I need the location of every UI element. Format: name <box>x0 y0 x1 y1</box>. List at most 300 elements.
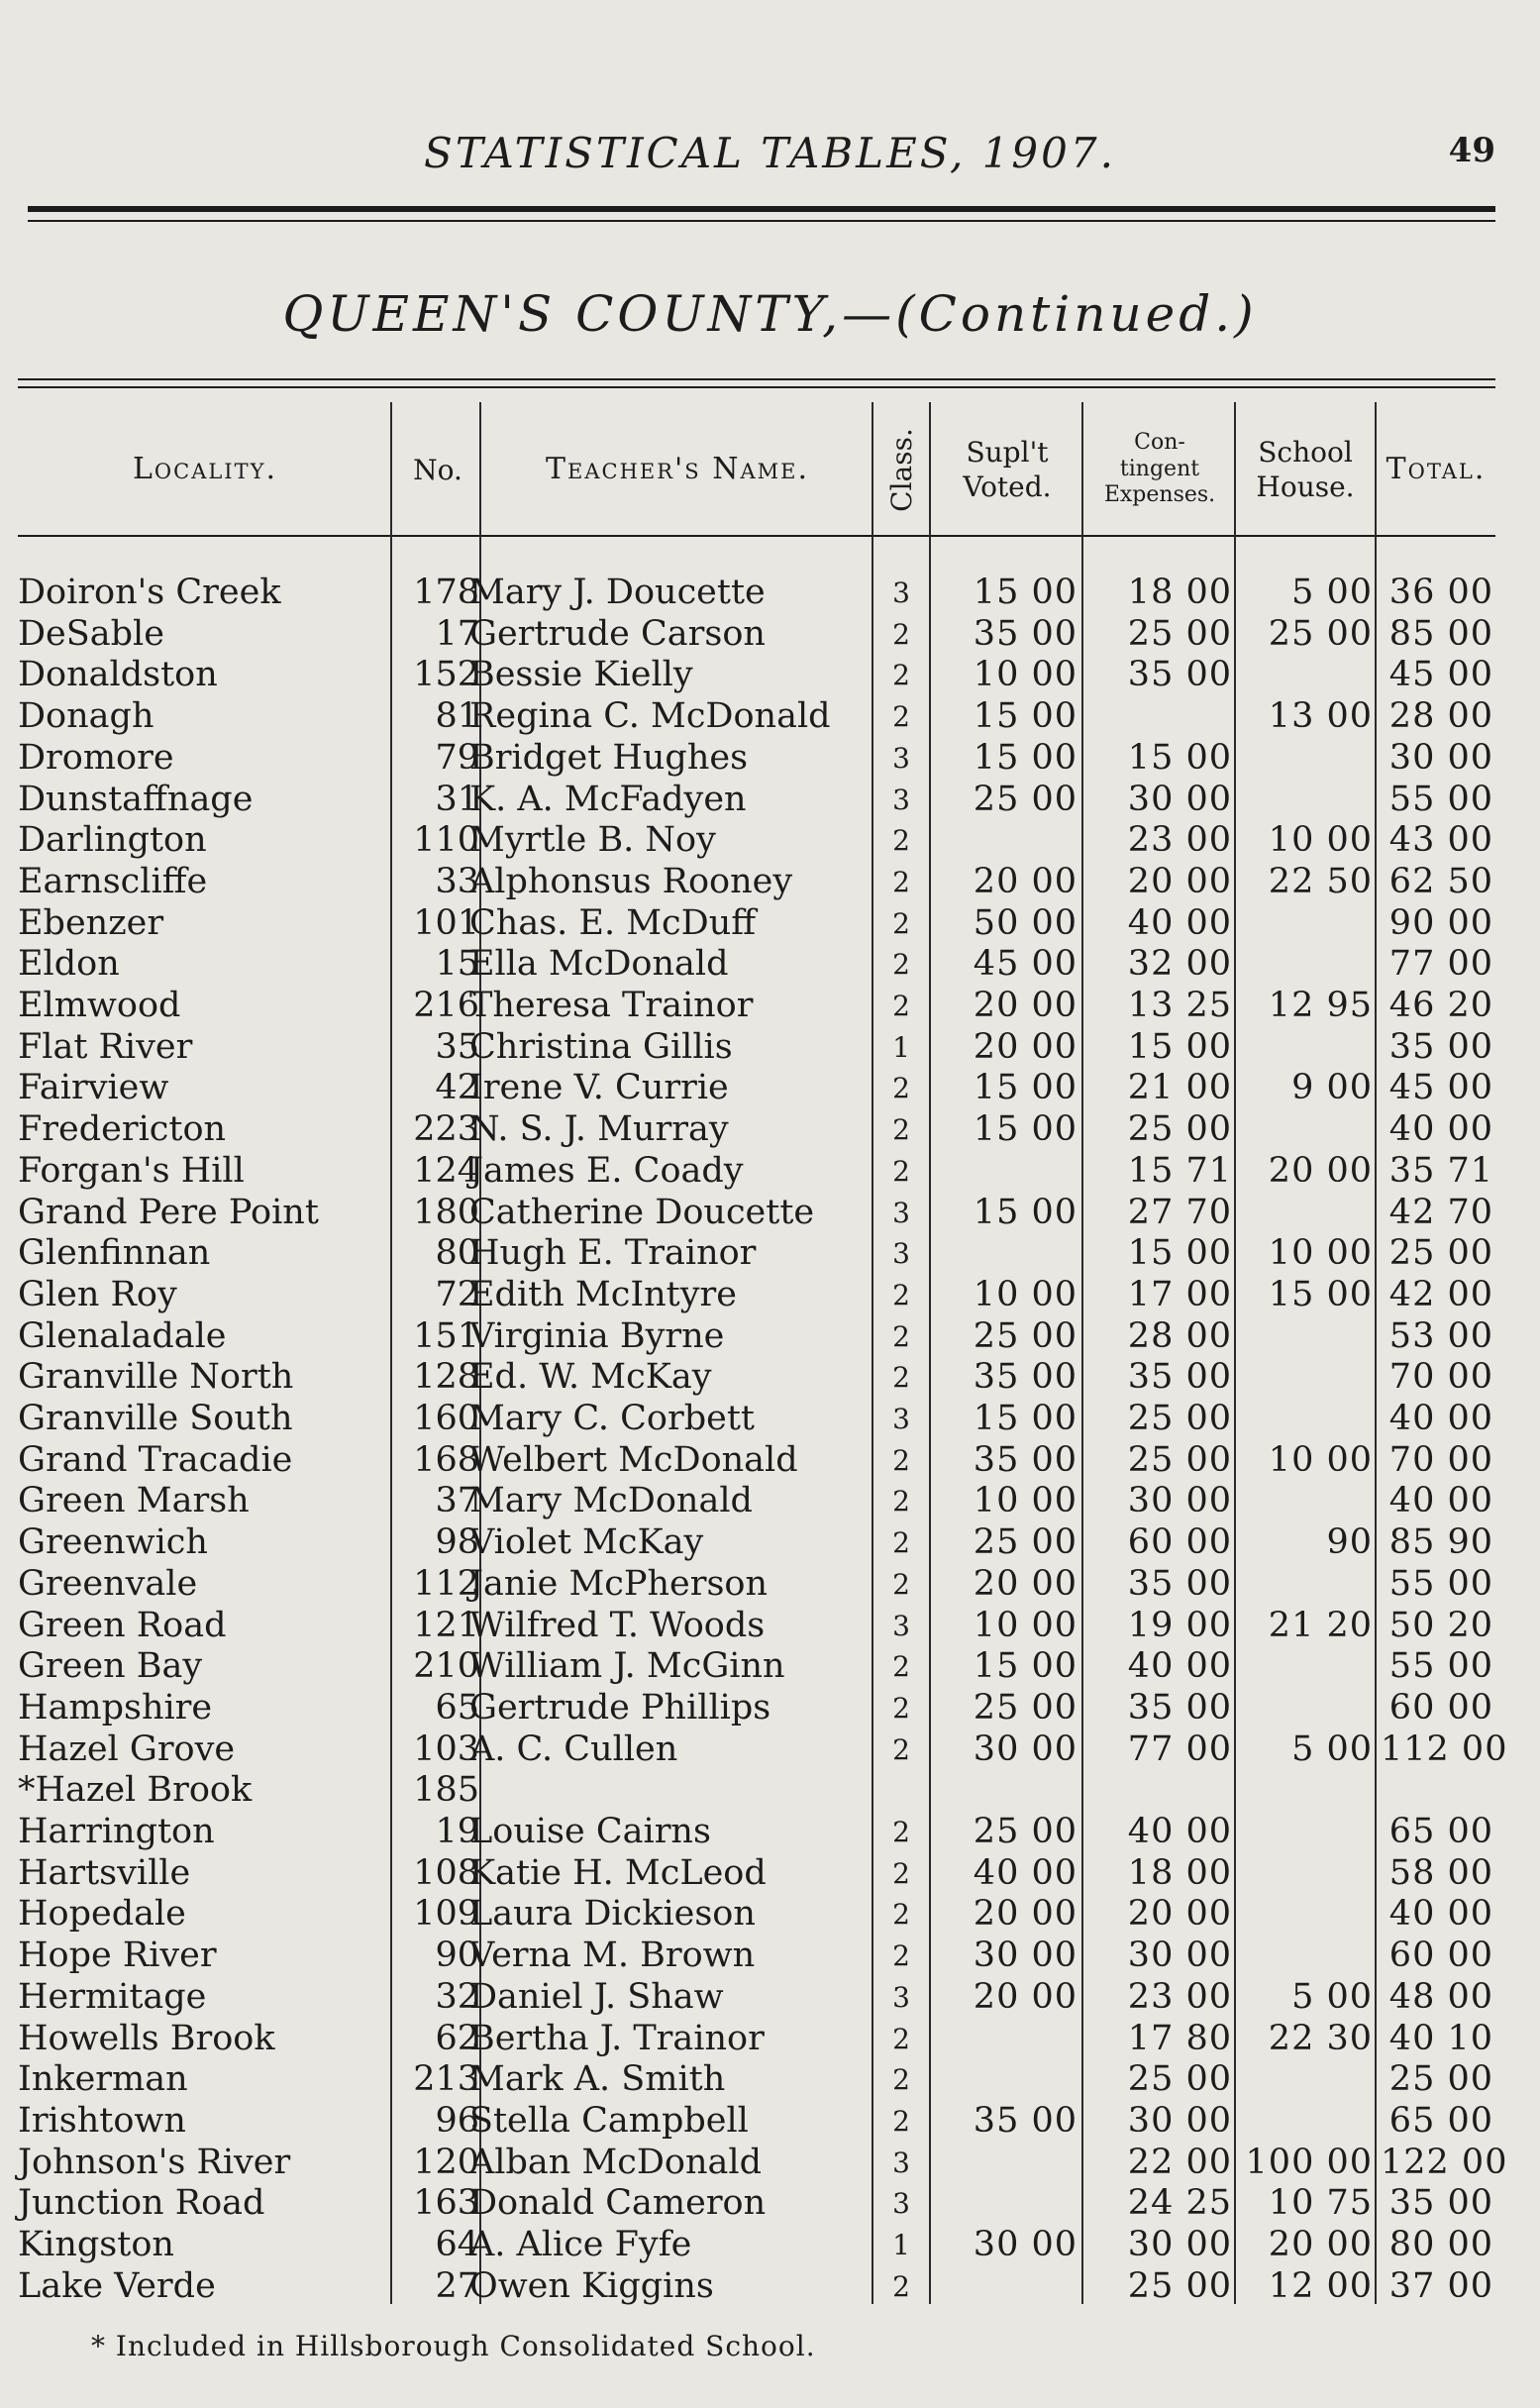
cell-contingent: 22 00 <box>1127 2142 1232 2182</box>
cell-total: 65 00 <box>1388 1812 1493 1851</box>
cell-contingent: 17 00 <box>1127 1274 1232 1314</box>
cell-school-house: 13 00 <box>1268 696 1373 737</box>
table-row <box>18 1770 1495 1812</box>
cell-supl-voted: 35 00 <box>973 613 1078 654</box>
cell-contingent: 35 00 <box>1127 1687 1232 1727</box>
cell-locality: Kingston <box>18 2225 174 2264</box>
cell-supl-voted: 10 00 <box>973 1481 1078 1521</box>
cell-class: 2 <box>892 1856 910 1890</box>
cell-number: 65 <box>435 1687 479 1727</box>
cell-school-house: 21 20 <box>1268 1605 1373 1645</box>
cell-locality: Hartsville <box>18 1852 191 1893</box>
cell-number: 81 <box>435 696 479 737</box>
cell-contingent: 23 00 <box>1127 820 1232 861</box>
cell-teacher: Catherine Doucette <box>469 1192 815 1232</box>
cell-locality: Green Road <box>18 1605 227 1645</box>
cell-number: 108 <box>413 1852 479 1893</box>
cell-total: 70 00 <box>1388 1439 1493 1480</box>
cell-number: 42 <box>435 1068 479 1108</box>
cell-supl-voted: 25 00 <box>973 1687 1078 1727</box>
cell-teacher: Mark A. Smith <box>469 2059 726 2100</box>
cell-locality: Greenwich <box>18 1522 208 1563</box>
cell-total: 55 00 <box>1388 1563 1493 1604</box>
cell-teacher: Owen Kiggins <box>469 2265 714 2306</box>
cell-teacher: Bertha J. Trainor <box>469 2018 765 2058</box>
cell-total: 40 10 <box>1388 2018 1493 2058</box>
table-row <box>18 696 1495 738</box>
cell-school-house: 10 00 <box>1268 1439 1373 1480</box>
cell-number: 178 <box>413 573 479 612</box>
cell-locality: Hermitage <box>18 1976 207 2017</box>
cell-supl-voted: 10 00 <box>973 1605 1078 1645</box>
cell-supl-voted: 25 00 <box>973 779 1078 819</box>
cell-number: 98 <box>435 1522 479 1563</box>
cell-locality: Dunstaffnage <box>18 779 254 819</box>
cell-locality: Forgan's Hill <box>18 1150 245 1191</box>
cell-number: 35 <box>435 1026 479 1067</box>
cell-contingent: 25 00 <box>1127 613 1232 654</box>
table-row <box>18 1357 1495 1399</box>
cell-teacher: Bessie Kielly <box>469 655 693 695</box>
cell-teacher: Christina Gillis <box>469 1026 733 1067</box>
cell-locality: Harrington <box>18 1812 215 1851</box>
cell-number: 152 <box>413 655 479 695</box>
cell-number: 80 <box>435 1233 479 1274</box>
cell-supl-voted: 35 00 <box>973 1357 1078 1398</box>
cell-class: 3 <box>892 783 910 816</box>
cell-class: 2 <box>892 659 910 692</box>
cell-class: 2 <box>892 700 910 734</box>
cell-class: 2 <box>892 1485 910 1518</box>
cell-total: 36 00 <box>1388 573 1493 612</box>
cell-teacher: Violet McKay <box>469 1522 704 1563</box>
cell-class: 2 <box>892 1113 910 1147</box>
cell-number: 32 <box>435 1976 479 2017</box>
cell-teacher: Virginia Byrne <box>469 1315 725 1356</box>
cell-locality: Glenaladale <box>18 1315 227 1356</box>
cell-teacher: Hugh E. Trainor <box>469 1233 757 1274</box>
cell-supl-voted: 20 00 <box>973 1976 1078 2017</box>
cell-total: 42 00 <box>1388 1274 1493 1314</box>
cell-contingent: 25 00 <box>1127 1439 1232 1480</box>
cell-class: 3 <box>892 576 910 609</box>
table-row <box>18 1193 1495 1234</box>
header-rule-thin <box>28 220 1495 222</box>
cell-teacher: Louise Cairns <box>469 1812 711 1851</box>
cell-contingent: 40 00 <box>1127 1646 1232 1687</box>
cell-locality: Hampshire <box>18 1687 213 1727</box>
column-header-locality: Locality. <box>132 452 278 487</box>
cell-number: 31 <box>435 779 479 819</box>
cell-locality: Ebenzer <box>18 902 164 943</box>
cell-number: 15 <box>435 944 479 985</box>
cell-total: 25 00 <box>1388 1233 1493 1274</box>
table-row <box>18 1481 1495 1522</box>
cell-locality: Junction Road <box>18 2183 265 2224</box>
table-row <box>18 2059 1495 2101</box>
cell-locality: Earnscliffe <box>18 861 208 901</box>
cell-number: 64 <box>435 2225 479 2264</box>
cell-class: 2 <box>892 1526 910 1560</box>
table-row <box>18 1399 1495 1440</box>
cell-total: 40 00 <box>1388 1109 1493 1150</box>
cell-class: 2 <box>892 1939 910 1973</box>
cell-class: 2 <box>892 2104 910 2138</box>
cell-class: 2 <box>892 906 910 940</box>
cell-teacher: K. A. McFadyen <box>469 779 747 819</box>
cell-total: 46 20 <box>1388 986 1493 1025</box>
cell-school-house: 10 75 <box>1268 2183 1373 2224</box>
footnote: * Included in Hillsborough Consolidated School. <box>91 2330 816 2362</box>
cell-teacher: Verna M. Brown <box>469 1936 756 1976</box>
table-row <box>18 573 1495 614</box>
table-row <box>18 1027 1495 1069</box>
cell-supl-voted: 25 00 <box>973 1522 1078 1563</box>
cell-supl-voted: 15 00 <box>973 1646 1078 1687</box>
cell-teacher: Welbert McDonald <box>469 1439 798 1480</box>
cell-contingent: 13 25 <box>1127 986 1232 1025</box>
cell-contingent: 35 00 <box>1127 1563 1232 1604</box>
cell-total: 55 00 <box>1388 779 1493 819</box>
cell-contingent: 77 00 <box>1127 1728 1232 1769</box>
cell-locality: *Hazel Brook <box>18 1770 253 1811</box>
table-row <box>18 944 1495 986</box>
cell-supl-voted: 20 00 <box>973 1563 1078 1604</box>
table-top-rule-2 <box>18 386 1495 388</box>
cell-supl-voted: 35 00 <box>973 1439 1078 1480</box>
cell-teacher: Bridget Hughes <box>469 737 749 778</box>
cell-school-house: 100 00 <box>1245 2142 1373 2182</box>
cell-class: 2 <box>892 617 910 651</box>
cell-contingent: 40 00 <box>1127 902 1232 943</box>
cell-class: 2 <box>892 1278 910 1311</box>
cell-class: 2 <box>892 948 910 982</box>
cell-teacher: Mary McDonald <box>469 1481 753 1521</box>
cell-total: 65 00 <box>1388 2100 1493 2141</box>
table-row <box>18 1316 1495 1358</box>
cell-teacher: Chas. E. McDuff <box>469 902 757 943</box>
cell-number: 128 <box>413 1357 479 1398</box>
cell-teacher: William J. McGinn <box>469 1646 785 1687</box>
cell-class: 1 <box>892 2229 910 2261</box>
cell-teacher: Ed. W. McKay <box>469 1357 712 1398</box>
cell-locality: Inkerman <box>18 2059 188 2100</box>
table-row <box>18 1275 1495 1316</box>
cell-number: 101 <box>413 902 479 943</box>
cell-supl-voted: 20 00 <box>973 986 1078 1025</box>
cell-contingent: 30 00 <box>1127 1936 1232 1976</box>
cell-contingent: 18 00 <box>1127 573 1232 612</box>
cell-number: 37 <box>435 1481 479 1521</box>
cell-class: 2 <box>892 1361 910 1395</box>
table-row <box>18 780 1495 821</box>
cell-class: 2 <box>892 824 910 858</box>
cell-class: 2 <box>892 1154 910 1188</box>
cell-total: 85 90 <box>1388 1522 1493 1563</box>
cell-class: 3 <box>892 1196 910 1229</box>
cell-class: 3 <box>892 1403 910 1435</box>
cell-class: 3 <box>892 1609 910 1642</box>
cell-contingent: 24 25 <box>1127 2183 1232 2224</box>
cell-class: 2 <box>892 1650 910 1684</box>
cell-total: 42 70 <box>1388 1192 1493 1232</box>
cell-locality: Fredericton <box>18 1109 227 1150</box>
cell-teacher: Donald Cameron <box>469 2183 767 2224</box>
cell-class: 1 <box>892 1030 910 1064</box>
cell-number: 213 <box>413 2059 479 2100</box>
cell-contingent: 21 00 <box>1127 1068 1232 1108</box>
cell-teacher: Gertrude Phillips <box>469 1687 771 1727</box>
cell-contingent: 30 00 <box>1127 1481 1232 1521</box>
cell-school-house: 12 95 <box>1268 986 1373 1025</box>
cell-school-house: 5 00 <box>1291 1976 1373 2017</box>
cell-number: 223 <box>413 1109 479 1150</box>
cell-class: 2 <box>892 1443 910 1477</box>
cell-contingent: 18 00 <box>1127 1852 1232 1893</box>
table-row <box>18 1606 1495 1647</box>
cell-teacher: N. S. J. Murray <box>469 1109 729 1150</box>
cell-total: 30 00 <box>1388 737 1493 778</box>
cell-locality: Johnson's River <box>18 2142 291 2182</box>
cell-locality: Donaldston <box>18 655 218 695</box>
cell-teacher: Ella McDonald <box>469 944 729 985</box>
cell-contingent: 35 00 <box>1127 1357 1232 1398</box>
cell-class: 2 <box>892 1691 910 1725</box>
cell-total: 50 20 <box>1388 1605 1493 1645</box>
cell-class: 3 <box>892 2187 910 2221</box>
cell-teacher: Laura Dickieson <box>469 1894 756 1935</box>
cell-number: 163 <box>413 2183 479 2224</box>
cell-school-house: 90 <box>1326 1522 1373 1563</box>
cell-locality: Grand Tracadie <box>18 1439 293 1480</box>
table-row <box>18 820 1495 862</box>
table-row <box>18 1522 1495 1564</box>
cell-number: 17 <box>435 613 479 654</box>
cell-number: 160 <box>413 1399 479 1438</box>
running-head: STATISTICAL TABLES, 1907. <box>424 129 1116 177</box>
table-row <box>18 1109 1495 1151</box>
cell-number: 33 <box>435 861 479 901</box>
cell-school-house: 15 00 <box>1268 1274 1373 1314</box>
table-row <box>18 614 1495 656</box>
table-row <box>18 1812 1495 1853</box>
cell-contingent: 60 00 <box>1127 1522 1232 1563</box>
cell-total: 112 00 <box>1381 1728 1508 1769</box>
header-rule-thick <box>28 206 1495 212</box>
cell-supl-voted: 20 00 <box>973 861 1078 901</box>
cell-total: 90 00 <box>1388 902 1493 943</box>
cell-supl-voted: 15 00 <box>973 573 1078 612</box>
cell-locality: Hazel Grove <box>18 1728 236 1769</box>
cell-locality: Glen Roy <box>18 1274 177 1314</box>
cell-class: 3 <box>892 1980 910 2014</box>
cell-class: 2 <box>892 1898 910 1932</box>
cell-total: 35 00 <box>1388 2183 1493 2224</box>
cell-contingent: 32 00 <box>1127 944 1232 985</box>
cell-total: 35 00 <box>1388 1026 1493 1067</box>
cell-supl-voted: 30 00 <box>973 1728 1078 1769</box>
table-header <box>18 400 1495 539</box>
cell-school-house: 10 00 <box>1268 1233 1373 1274</box>
cell-teacher: James E. Coady <box>469 1150 744 1191</box>
cell-supl-voted: 15 00 <box>973 737 1078 778</box>
cell-number: 96 <box>435 2100 479 2141</box>
header-bottom-rule <box>18 535 1495 537</box>
cell-number: 120 <box>413 2142 479 2182</box>
cell-number: 121 <box>413 1605 479 1645</box>
cell-locality: Flat River <box>18 1026 193 1067</box>
cell-supl-voted: 10 00 <box>973 655 1078 695</box>
cell-locality: Doiron's Creek <box>18 573 281 612</box>
cell-teacher: Daniel J. Shaw <box>469 1976 724 2017</box>
table-row <box>18 1151 1495 1193</box>
cell-contingent: 25 00 <box>1127 2265 1232 2306</box>
cell-locality: Eldon <box>18 944 120 985</box>
column-header-total: Total. <box>1386 452 1487 487</box>
cell-locality: Lake Verde <box>18 2265 216 2306</box>
cell-locality: Fairview <box>18 1068 169 1108</box>
column-header-no: No. <box>413 453 462 486</box>
cell-contingent: 17 80 <box>1127 2018 1232 2058</box>
cell-number: 151 <box>413 1315 479 1356</box>
cell-school-house: 10 00 <box>1268 820 1373 861</box>
cell-class: 2 <box>892 1816 910 1848</box>
cell-school-house: 25 00 <box>1268 613 1373 654</box>
table-row <box>18 1728 1508 1771</box>
cell-supl-voted: 30 00 <box>973 1936 1078 1976</box>
table-row <box>18 1068 1495 1109</box>
cell-teacher: Theresa Trainor <box>469 986 754 1025</box>
cell-total: 53 00 <box>1388 1315 1493 1356</box>
cell-contingent: 20 00 <box>1127 1894 1232 1935</box>
cell-locality: Hope River <box>18 1936 217 1976</box>
cell-teacher: Gertrude Carson <box>469 613 766 654</box>
cell-total: 37 00 <box>1388 2265 1493 2306</box>
table-row <box>18 862 1495 903</box>
table-row <box>18 655 1495 696</box>
cell-total: 70 00 <box>1388 1357 1493 1398</box>
cell-locality: Irishtown <box>18 2100 186 2141</box>
table-row <box>18 2019 1495 2060</box>
table-row <box>18 738 1495 780</box>
cell-number: 124 <box>413 1150 479 1191</box>
cell-total: 80 00 <box>1388 2225 1493 2264</box>
cell-number: 103 <box>413 1728 479 1769</box>
cell-total: 25 00 <box>1388 2059 1493 2100</box>
cell-contingent: 15 71 <box>1127 1150 1232 1191</box>
cell-total: 40 00 <box>1388 1399 1493 1438</box>
cell-contingent: 15 00 <box>1127 1233 1232 1274</box>
cell-class: 2 <box>892 990 910 1022</box>
cell-locality: Glenfinnan <box>18 1233 211 1274</box>
column-header-school-house: School House. <box>1256 436 1355 503</box>
cell-class: 2 <box>892 1072 910 1105</box>
cell-number: 112 <box>413 1563 479 1604</box>
cell-locality: Hopedale <box>18 1894 186 1935</box>
cell-class: 2 <box>892 2022 910 2055</box>
county-title: QUEEN'S COUNTY,—(Continued.) <box>282 285 1258 343</box>
cell-school-house: 12 00 <box>1268 2265 1373 2306</box>
cell-contingent: 30 00 <box>1127 2225 1232 2264</box>
cell-number: 180 <box>413 1192 479 1232</box>
table-row <box>18 903 1495 945</box>
cell-teacher: Edith McIntyre <box>469 1274 737 1314</box>
cell-supl-voted: 15 00 <box>973 1192 1078 1232</box>
table-row <box>18 2142 1508 2184</box>
cell-teacher: A. C. Cullen <box>469 1728 678 1769</box>
cell-number: 168 <box>413 1439 479 1480</box>
page-number: 49 <box>1448 131 1495 170</box>
cell-contingent: 25 00 <box>1127 2059 1232 2100</box>
cell-class: 2 <box>892 2269 910 2303</box>
cell-school-house: 20 00 <box>1268 1150 1373 1191</box>
cell-locality: Granville South <box>18 1399 293 1438</box>
cell-school-house: 22 50 <box>1268 861 1373 901</box>
cell-number: 109 <box>413 1894 479 1935</box>
table-row <box>18 986 1495 1027</box>
cell-number: 27 <box>435 2265 479 2306</box>
cell-contingent: 30 00 <box>1127 2100 1232 2141</box>
cell-teacher: Janie McPherson <box>469 1563 769 1604</box>
table-row <box>18 1936 1495 1977</box>
cell-locality: Donagh <box>18 696 154 737</box>
cell-contingent: 30 00 <box>1127 779 1232 819</box>
table-row <box>18 2225 1495 2266</box>
cell-total: 45 00 <box>1388 655 1493 695</box>
cell-teacher: Mary J. Doucette <box>469 573 766 612</box>
cell-school-house: 5 00 <box>1291 573 1373 612</box>
cell-locality: Howells Brook <box>18 2018 275 2058</box>
cell-class: 2 <box>892 1319 910 1353</box>
cell-contingent: 25 00 <box>1127 1399 1232 1438</box>
cell-total: 48 00 <box>1388 1976 1493 2017</box>
cell-teacher: Katie H. McLeod <box>469 1852 767 1893</box>
cell-teacher: Wilfred T. Woods <box>469 1605 766 1645</box>
cell-contingent: 27 70 <box>1127 1192 1232 1232</box>
cell-number: 110 <box>413 820 479 861</box>
cell-total: 55 00 <box>1388 1646 1493 1687</box>
cell-number: 90 <box>435 1936 479 1976</box>
cell-school-house: 5 00 <box>1291 1728 1373 1769</box>
cell-locality: Elmwood <box>18 986 181 1025</box>
cell-locality: Grand Pere Point <box>18 1192 319 1232</box>
cell-class: 2 <box>892 865 910 898</box>
cell-contingent: 28 00 <box>1127 1315 1232 1356</box>
cell-locality: Green Marsh <box>18 1481 250 1521</box>
cell-total: 40 00 <box>1388 1481 1493 1521</box>
cell-supl-voted: 15 00 <box>973 1399 1078 1438</box>
cell-number: 210 <box>413 1646 479 1687</box>
cell-total: 45 00 <box>1388 1068 1493 1108</box>
cell-total: 62 50 <box>1388 861 1493 901</box>
cell-total: 77 00 <box>1388 944 1493 985</box>
cell-contingent: 35 00 <box>1127 655 1232 695</box>
cell-contingent: 20 00 <box>1127 861 1232 901</box>
cell-number: 19 <box>435 1812 479 1851</box>
cell-class: 3 <box>892 1237 910 1271</box>
cell-teacher: Irene V. Currie <box>469 1068 729 1108</box>
cell-contingent: 23 00 <box>1127 1976 1232 2017</box>
cell-locality: Dromore <box>18 737 174 778</box>
cell-class: 2 <box>892 2063 910 2097</box>
cell-locality: DeSable <box>18 613 164 654</box>
cell-teacher: Stella Campbell <box>469 2100 749 2141</box>
cell-supl-voted: 35 00 <box>973 2100 1078 2141</box>
table-row <box>18 1440 1495 1482</box>
cell-total: 28 00 <box>1388 696 1493 737</box>
column-header-supl: Supl't Voted. <box>963 436 1052 503</box>
cell-teacher: Myrtle B. Noy <box>469 820 716 861</box>
